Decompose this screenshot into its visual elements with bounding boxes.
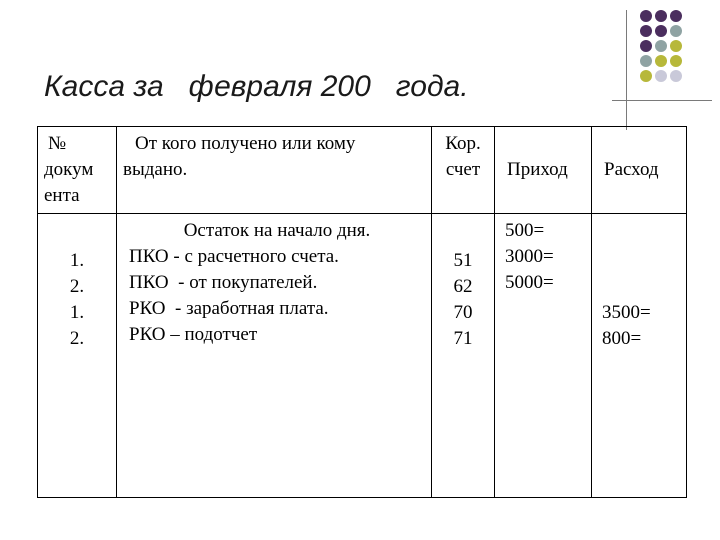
decor-dot [655, 70, 667, 82]
page-title: Касса за февраля 200 года. [44, 70, 469, 103]
decor-dot [670, 40, 682, 52]
entry-description: ПКО - с расчетного счета. [129, 246, 339, 267]
doc-number: 2. [69, 276, 85, 297]
decor-dot [640, 25, 652, 37]
expense-amount: 3500= [602, 302, 651, 323]
expense-cell [592, 214, 687, 498]
decor-dot [640, 55, 652, 67]
account-number: 70 [453, 302, 473, 323]
account-cell [432, 214, 495, 498]
header-doc-no: № докум ента [38, 127, 117, 214]
account-number: 71 [453, 328, 473, 349]
income-cell [495, 214, 592, 498]
entry-description: РКО - заработная плата. [129, 298, 329, 319]
opening-balance-label: Остаток на начало дня. [183, 220, 371, 241]
header-row [38, 127, 687, 214]
decor-vertical-line [626, 10, 627, 130]
body-row [38, 214, 687, 498]
income-amount: 3000= [505, 246, 554, 267]
decor-dot [670, 70, 682, 82]
decor-dot [655, 10, 667, 22]
account-number: 51 [453, 250, 473, 271]
account-number: 62 [453, 276, 473, 297]
header-income: Приход [495, 127, 592, 214]
decor-dot [655, 40, 667, 52]
decor-dot [655, 25, 667, 37]
decor-dot [655, 55, 667, 67]
decor-dot [670, 25, 682, 37]
entry-description: РКО – подотчет [129, 324, 258, 345]
decor-dot [670, 55, 682, 67]
decor-dot [670, 10, 682, 22]
decor-dot-grid [640, 10, 683, 83]
income-amount: 5000= [505, 272, 554, 293]
decor-dot [640, 70, 652, 82]
header-expense: Расход [592, 127, 687, 214]
header-account: Кор. счет [432, 127, 495, 214]
doc-number: 2. [69, 328, 85, 349]
header-counterparty: От кого получено или кому выдано. [117, 127, 432, 214]
income-amount: 500= [505, 220, 545, 241]
entry-description: ПКО - от покупателей. [129, 272, 318, 293]
counterparty-cell [117, 214, 432, 498]
doc-number: 1. [69, 250, 85, 271]
decor-horizontal-line [612, 100, 712, 101]
cash-table [37, 126, 687, 498]
doc-number-cell [38, 214, 117, 498]
expense-amount: 800= [602, 328, 642, 349]
doc-number: 1. [69, 302, 85, 323]
decor-dot [640, 40, 652, 52]
decor-dot [640, 10, 652, 22]
